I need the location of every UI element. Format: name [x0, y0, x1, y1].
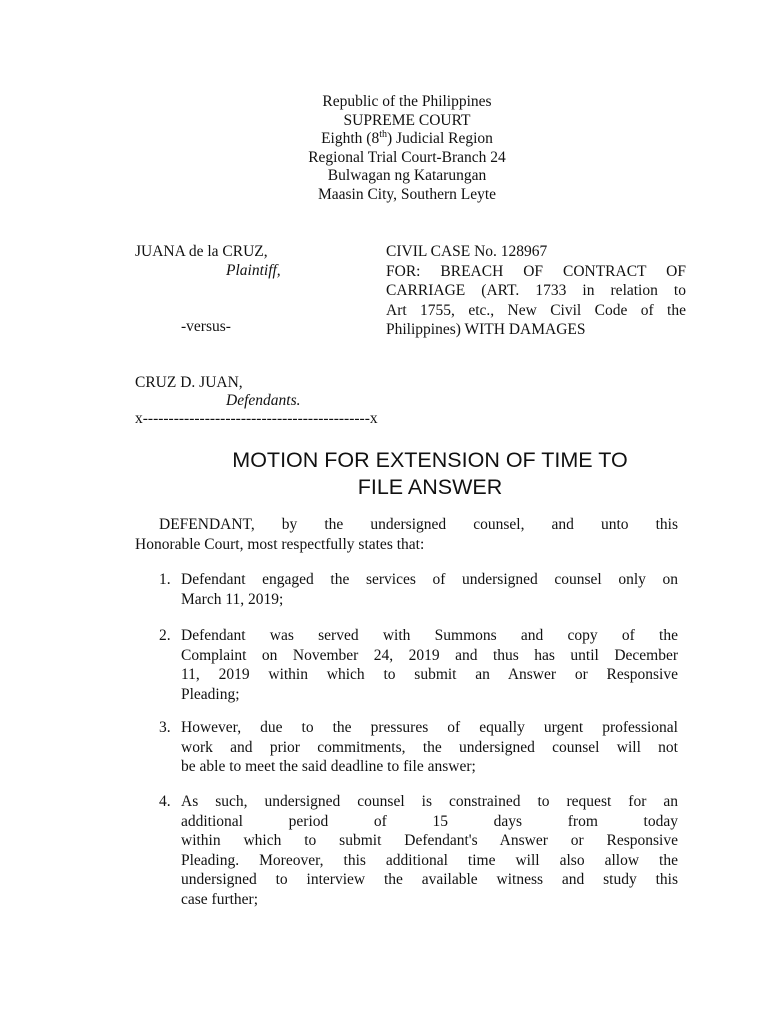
paragraph-body: [181, 626, 678, 704]
intro-paragraph: [135, 515, 678, 554]
header-city: Maasin City, Southern Leyte: [317, 185, 497, 203]
header-judicial-region: [0, 130, 768, 149]
paragraph-line: However, due to the pressures of equally urgent professional: [181, 719, 678, 736]
paragraph-line: work and prior commitments, the undersigned counsel will not: [181, 738, 678, 756]
paragraph-line: within which to submit Defendant's Answer or Responsive: [181, 832, 678, 849]
paragraph-body: [181, 792, 678, 909]
paragraph-line: 11, 2019 within which to submit an Answer or Responsive: [181, 666, 678, 683]
plaintiff-role: Plaintiff,: [226, 262, 281, 279]
intro-line: Honorable Court, most respectfully states that:: [135, 535, 425, 553]
header-supreme-court: SUPREME COURT: [343, 111, 471, 129]
paragraph-line: Pleading;: [181, 685, 240, 703]
paragraph-line: March 11, 2019;: [181, 590, 284, 608]
case-for-line: FOR: BREACH OF CONTRACT OF: [386, 262, 686, 280]
case-for-line: Art 1755, etc., New Civil Code of the: [386, 301, 686, 319]
paragraph-number: 3.: [159, 719, 171, 736]
court-header: [0, 93, 768, 205]
paragraph-line: Pleading. Moreover, this additional time will also allow the: [181, 851, 678, 869]
case-for-line: Philippines) WITH DAMAGES: [386, 321, 586, 338]
paragraph-line: Defendant was served with Summons and copy of the: [181, 627, 678, 644]
paragraph-number: 1.: [159, 571, 171, 588]
header-region-sup: th: [379, 129, 387, 141]
case-for-line: CARRIAGE (ART. 1733 in relation to: [386, 282, 686, 299]
paragraph-line: case further;: [181, 890, 259, 908]
defendant-name: CRUZ D. JUAN,: [135, 374, 243, 391]
paragraph-number: 2.: [159, 627, 171, 644]
header-republic: Republic of the Philippines: [322, 93, 492, 110]
paragraph-line: Complaint on November 24, 2019 and thus has until December: [181, 646, 678, 664]
header-hall: Bulwagan ng Katarungan: [327, 167, 487, 185]
defendant-role: Defendants.: [226, 392, 301, 409]
header-region-post: ) Judicial Region: [387, 130, 493, 148]
motion-title: [160, 447, 700, 501]
intro-line: DEFENDANT, by the undersigned counsel, and unto this: [159, 516, 678, 533]
paragraph-number: 4.: [159, 793, 171, 810]
paragraph-line: As such, undersigned counsel is constrained to request for an: [181, 793, 678, 810]
header-branch: Regional Trial Court-Branch 24: [308, 148, 506, 166]
plaintiff-name: JUANA de la CRUZ,: [135, 243, 268, 260]
motion-title-line: FILE ANSWER: [357, 475, 503, 499]
paragraph-line: be able to meet the said deadline to file answer;: [181, 758, 476, 775]
paragraph-line: Defendant engaged the services of undersigned counsel only on: [181, 571, 678, 588]
paragraph-body: [181, 570, 678, 609]
motion-title-line: MOTION FOR EXTENSION OF TIME TO: [232, 448, 628, 472]
case-number: CIVIL CASE No. 128967: [386, 243, 548, 260]
paragraph-body: [181, 718, 678, 777]
case-details: [386, 242, 686, 340]
paragraph-line: undersigned to interview the available witness and study this: [181, 871, 678, 888]
caption-separator: x--------------------------------------------x: [135, 410, 378, 427]
header-region-pre: Eighth (8: [321, 130, 380, 148]
paragraph-line: additional period of 15 days from today: [181, 812, 678, 830]
versus-label: -versus-: [181, 318, 231, 335]
